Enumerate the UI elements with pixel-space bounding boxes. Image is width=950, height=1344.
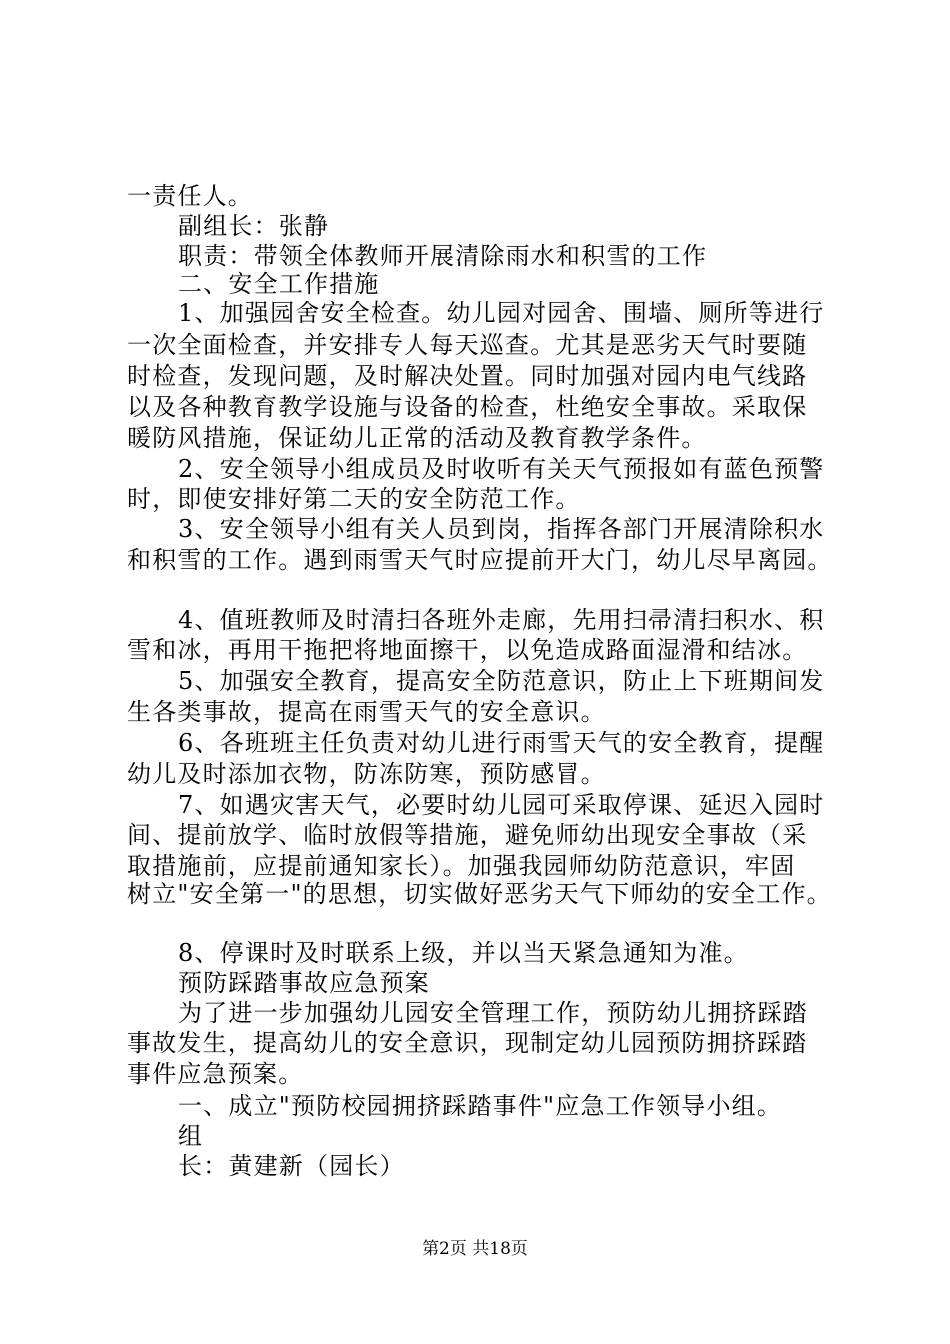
- text-line: 7、如遇灾害天气，必要时幼儿园可采取停课、延迟入园时: [178, 791, 825, 819]
- section-heading: 预防踩踏事故应急预案: [178, 969, 430, 997]
- text-line: 雪和冰，再用干拖把将地面擦干，以免造成路面湿滑和结冰。: [127, 636, 808, 664]
- text-line: 间、提前放学、临时放假等措施，避免师幼出现安全事故（采: [127, 821, 808, 849]
- text-line: 幼儿及时添加衣物，防冻防寒，预防感冒。: [127, 760, 606, 788]
- text-line: 时，即使安排好第二天的安全防范工作。: [127, 485, 581, 513]
- text-line: 事故发生，提高幼儿的安全意识，现制定幼儿园预防拥挤踩踏: [127, 1029, 808, 1057]
- text-line: 一次全面检查，并安排专人每天巡查。尤其是恶劣天气时要随: [127, 331, 808, 359]
- text-line: 和积雪的工作。遇到雨雪天气时应提前开大门，幼儿尽早离园。: [127, 546, 833, 574]
- section-heading: 二、安全工作措施: [178, 270, 380, 298]
- text-line: 职责：带领全体教师开展清除雨水和积雪的工作: [178, 242, 708, 270]
- text-line: 树立"安全第一"的思想，切实做好恶劣天气下师幼的安全工作。: [127, 880, 832, 908]
- text-line: 取措施前，应提前通知家长）。加强我园师幼防范意识，牢固: [127, 852, 796, 880]
- text-line: 2、安全领导小组成员及时收听有关天气预报如有蓝色预警: [178, 455, 825, 483]
- text-line: 3、安全领导小组有关人员到岗，指挥各部门开展清除积水: [178, 515, 825, 543]
- text-line: 生各类事故，提高在雨雪天气的安全意识。: [127, 698, 606, 726]
- text-line: 1、加强园舍安全检查。幼儿园对园舍、围墙、厕所等进行: [178, 299, 825, 327]
- text-line: 一责任人。: [127, 182, 253, 210]
- text-line: 5、加强安全教育，提高安全防范意识，防止上下班期间发: [178, 667, 825, 695]
- text-line: 4、值班教师及时清扫各班外走廊，先用扫帚清扫积水、积: [178, 606, 825, 634]
- text-line: 组: [178, 1122, 204, 1150]
- page-number-footer: 第2页 共18页: [422, 1239, 528, 1259]
- text-line: 为了进一步加强幼儿园安全管理工作，预防幼儿拥挤踩踏: [178, 999, 808, 1027]
- text-line: 副组长：张静: [178, 212, 330, 240]
- text-line: 6、各班班主任负责对幼儿进行雨雪天气的安全教育，提醒: [178, 729, 825, 757]
- text-line: 长：黄建新（园长）: [178, 1152, 405, 1180]
- text-line: 一、成立"预防校园拥挤踩踏事件"应急工作领导小组。: [178, 1092, 783, 1120]
- text-line: 8、停课时及时联系上级，并以当天紧急通知为准。: [178, 939, 749, 967]
- text-line: 以及各种教育教学设施与设备的检查，杜绝安全事故。采取保: [127, 393, 808, 421]
- text-line: 事件应急预案。: [127, 1060, 304, 1088]
- text-line: 时检查，发现问题，及时解决处置。同时加强对园内电气线路: [127, 362, 808, 390]
- text-line: 暖防风措施，保证幼儿正常的活动及教育教学条件。: [127, 424, 707, 452]
